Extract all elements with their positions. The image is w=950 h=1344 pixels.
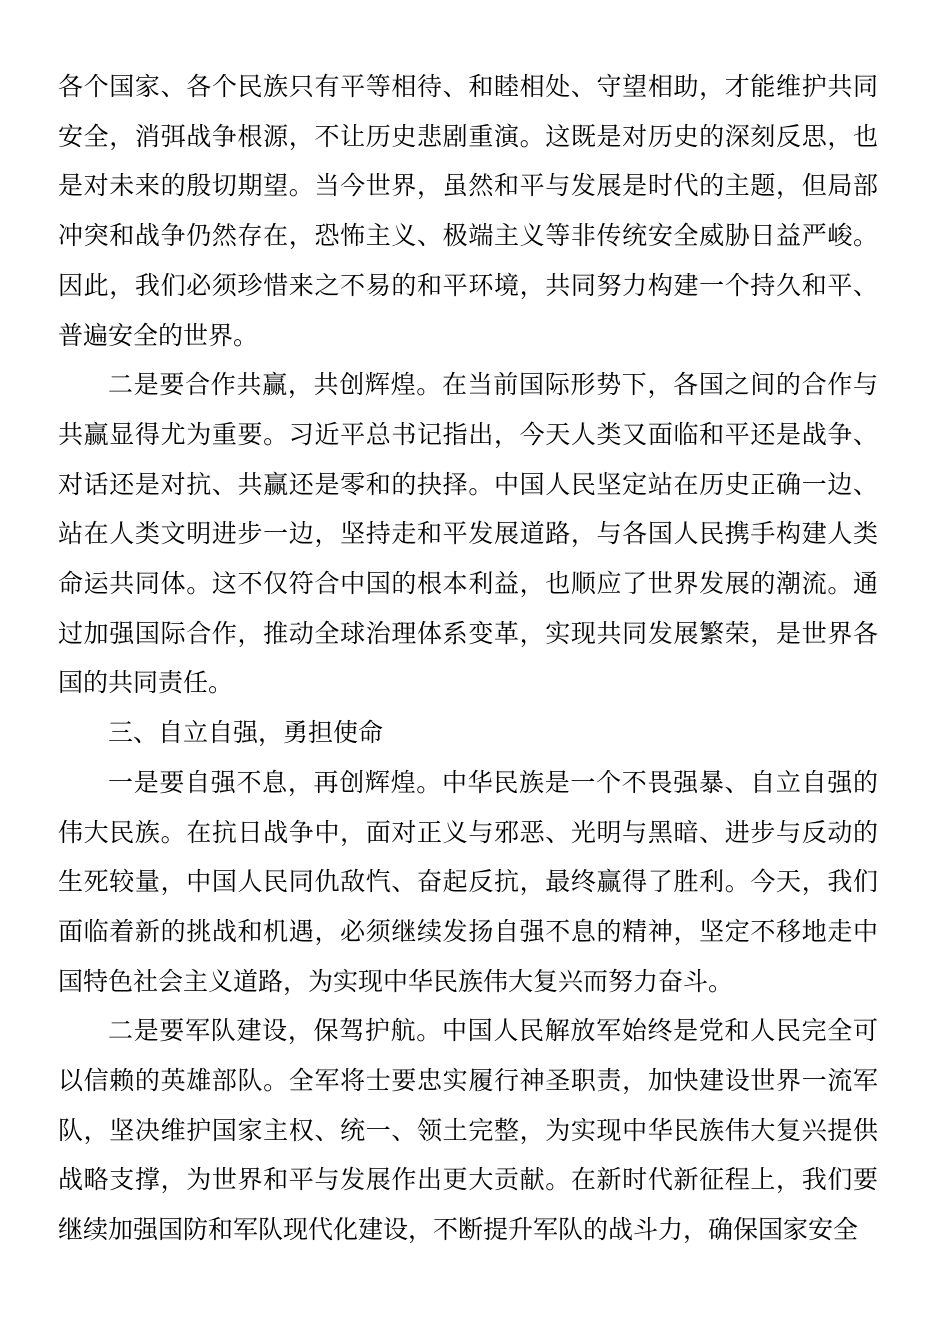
paragraph-continuation: 各个国家、各个民族只有平等相待、和睦相处、守望相助，才能维护共同安全，消弭战争根源，不让历史悲剧重演。这既是对历史的深刻反思，也是对未来的殷切期望。当今世界，虽然和平与发展是时代的主题，但局部冲突和战争仍然存在，恐怖主义、极端主义等非传统安全威胁日益严峻。因此，我们必须珍惜来之不易的和平环境，共同努力构建一个持久和平、普遍安全的世界。 <box>58 72 878 350</box>
paragraph-military-building: 二是要军队建设，保驾护航。中国人民解放军始终是党和人民完全可以信赖的英雄部队。全军将士要忠实履行神圣职责，加快建设世界一流军队，坚决维护国家主权、统一、领土完整，为实现中华民族伟大复兴提供战略支撑，为世界和平与发展作出更大贡献。在新时代新征程上，我们要继续加强国防和军队现代化建设，不断提升军队的战斗力，确保国家安全 <box>58 1016 878 1245</box>
section-heading-self-reliance: 三、自立自强，勇担使命 <box>108 718 384 748</box>
paragraph-self-improvement: 一是要自强不息，再创辉煌。中华民族是一个不畏强暴、自立自强的伟大民族。在抗日战争中，面对正义与邪恶、光明与黑暗、进步与反动的生死较量，中国人民同仇敌忾、奋起反抗，最终赢得了胜利。今天，我们面临着新的挑战和机遇，必须继续发扬自强不息的精神，坚定不移地走中国特色社会主义道路，为实现中华民族伟大复兴而努力奋斗。 <box>58 767 878 996</box>
document-body <box>58 62 878 1255</box>
paragraph-cooperation: 二是要合作共赢，共创辉煌。在当前国际形势下，各国之间的合作与共赢显得尤为重要。习近平总书记指出，今天人类又面临和平还是战争、对话还是对抗、共赢还是零和的抉择。中国人民坚定站在历史正确一边、站在人类文明进步一边，坚持走和平发展道路，与各国人民携手构建人类命运共同体。这不仅符合中国的根本利益，也顺应了世界发展的潮流。通过加强国际合作，推动全球治理体系变革，实现共同发展繁荣，是世界各国的共同责任。 <box>58 370 878 698</box>
